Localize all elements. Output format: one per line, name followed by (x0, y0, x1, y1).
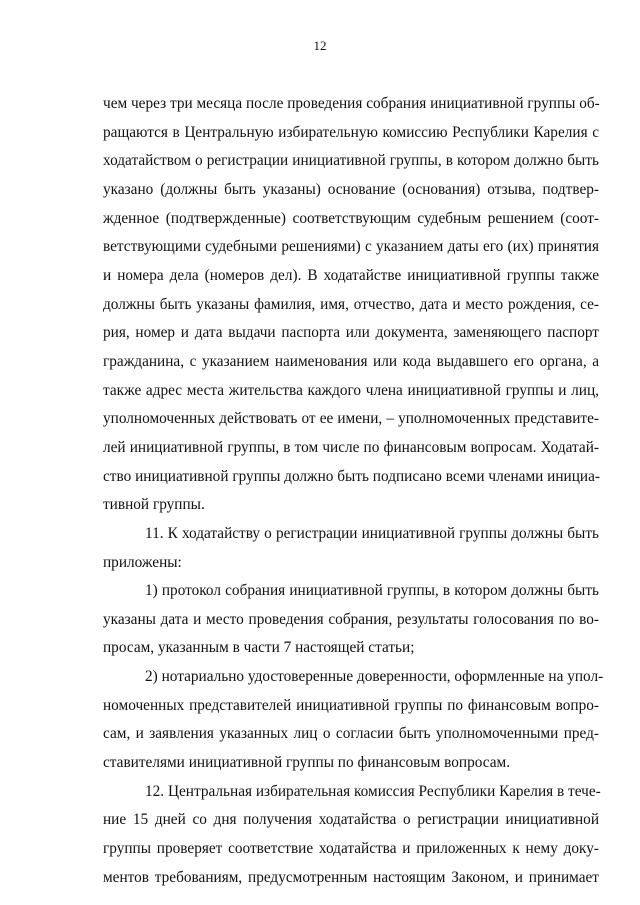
text-line: ментов требованиям, предусмотренным настоящим Законом, и принимает (103, 868, 599, 886)
text-line: ство инициативной группы должно быть подписано всеми членами инициа- (103, 467, 600, 485)
page-number: 12 (313, 38, 327, 53)
text-line: ние 15 дней со дня получения ходатайства о регистрации инициативной (103, 811, 599, 829)
text-line: ращаются в Центральную избирательную комиссию Республики Карелия с (103, 123, 599, 141)
text-line: и номера дела (номеров дел). В ходатайстве инициативной группы также (103, 266, 599, 284)
text-line: должны быть указаны фамилия, имя, отчество, дата и место рождения, се- (103, 295, 599, 313)
text-line: приложены: (103, 553, 182, 571)
text-line: уполномоченных действовать от ее имени, – уполномоченных представите- (103, 410, 599, 428)
text-line: просам, указанным в части 7 настоящей статьи; (103, 639, 415, 657)
text-line: группы проверяет соответствие ходатайства и приложенных к нему доку- (103, 840, 599, 858)
text-line: также адрес места жительства каждого члена инициативной группы и лиц, (103, 381, 599, 399)
text-line: жденное (подтвержденные) соответствующим судебным решением (соот- (103, 209, 599, 227)
text-line: 11. К ходатайству о регистрации инициативной группы должны быть (145, 524, 599, 542)
text-line: 12. Центральная избирательная комиссия Республики Карелия в тече- (145, 782, 601, 800)
text-line: сам, и заявления указанных лиц о согласии быть уполномоченными пред- (103, 725, 599, 743)
text-line: гражданина, с указанием наименования или кода выдавшего его органа, а (103, 352, 599, 370)
text-line: ставителями инициативной группы по финансовым вопросам. (103, 754, 511, 772)
text-line: номоченных представителей инициативной группы по финансовым вопро- (103, 696, 599, 714)
text-line: указано (должны быть указаны) основание (основания) отзыва, подтвер- (103, 180, 599, 198)
text-line: лей инициативной группы, в том числе по финансовым вопросам. Ходатай- (103, 438, 599, 456)
text-line: чем через три месяца после проведения собрания инициативной группы об- (103, 95, 600, 112)
text-line: тивной группы. (103, 496, 205, 514)
text-line: рия, номер и дата выдачи паспорта или документа, заменяющего паспорт (103, 324, 599, 342)
document-body (103, 90, 604, 892)
text-line: ходатайством о регистрации инициативной группы, в котором должно быть (103, 152, 599, 170)
text-line: ветствующими судебными решениями) с указанием даты его (их) принятия (103, 238, 599, 256)
text-line: 1) протокол собрания инициативной группы, в котором должны быть (145, 582, 599, 600)
text-line: указаны дата и место проведения собрания, результаты голосования по во- (103, 610, 599, 628)
text-line: 2) нотариально удостоверенные доверенности, оформленные на упол- (145, 668, 604, 686)
